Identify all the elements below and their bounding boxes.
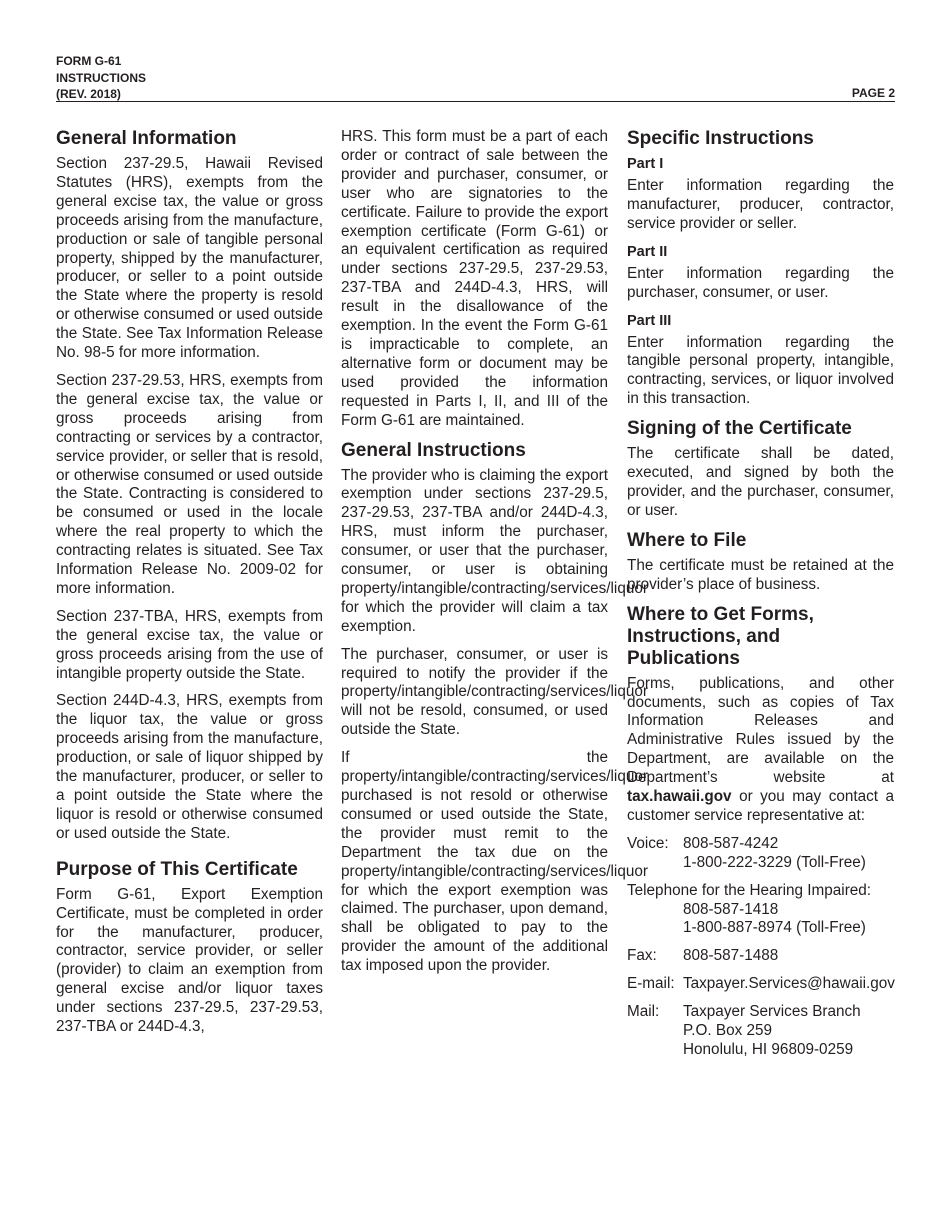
signing-text: The certificate shall be dated, executed, and signed by both the provider, and the purchaser, consumer, or user.	[627, 445, 894, 519]
part-1-heading: Part I	[627, 156, 664, 172]
where-to-get-text-after: or you may contact a customer service representative at:	[627, 788, 895, 824]
part-2-heading: Part II	[627, 243, 668, 260]
contact-hearing-impaired	[627, 882, 894, 939]
form-revision: (REV. 2018)	[56, 87, 121, 101]
part-3-text: Enter information regarding the tangible personal property, intangible, contracting, services, or liquor involved in this transaction.	[627, 333, 894, 408]
purpose-paragraph-continued: HRS. This form must be a part of each order or contract of sale between the provider and purchaser, consumer, or user who are signatories to the certificate. Failure to provide the export exemption certificate (Form G-61) or an equivalent certification as required under sections 237-29.5, 237-29.53, 237-TBA and 244D-4.3, HRS, will result in the disallowance of the exemption. In the event the Form G-61 is impracticable to complete, an alternative form or document may be used provided the information requested in Parts I, II, and III of the Form G-61 are maintained.	[341, 128, 608, 429]
page-number: PAGE 2	[851, 86, 895, 100]
header-divider	[56, 101, 895, 102]
where-to-get-text	[627, 675, 894, 826]
page-header	[56, 53, 895, 103]
part-2-text: Enter information regarding the purchaser, consumer, or user.	[627, 264, 894, 301]
general-instructions-paragraph-3: If the property/intangible/contracting/services/liquor purchased is not resold or otherwise consumed or used outside the State, the provider must remit to the Department the tax due on the property/intangible/contracting/services/liquor for which the export exemption was claimed. The purchaser, upon demand, shall be obligated to pay to the provider the amount of the additional tax imposed upon the provider.	[341, 749, 648, 975]
form-identifier	[56, 53, 895, 103]
general-information-paragraph-4: Section 244D-4.3, HRS, exempts from the liquor tax, the value or gross proceeds arising from the manufacture, production, or sale of liquor shipped by the manufacturer, producer, or seller to a point outside the State where the liquor is resold or otherwise consumed or used outside the State.	[56, 692, 323, 842]
where-to-get-heading	[627, 604, 894, 670]
where-to-get-heading-line-2: Instructions, and Publications	[627, 625, 781, 669]
general-instructions-paragraph-2: The purchaser, consumer, or user is required to notify the provider if the property/intangible/contracting/services/liquor will not be resold, consumed, or used outside the State.	[341, 645, 648, 739]
tty-label: Telephone for the Hearing Impaired:	[627, 881, 872, 899]
part-1-text: Enter information regarding the manufacturer, producer, contractor, service provider or seller.	[627, 177, 894, 232]
voice-label: Voice:	[627, 834, 669, 852]
website-link[interactable]: tax.hawaii.gov	[627, 788, 732, 806]
mail-label: Mail:	[627, 1003, 660, 1021]
where-to-get-text-before: Forms, publications, and other documents, such as copies of Tax Information Releases and Administrative Rules issued by the Department, are available on the Department’s website at	[627, 674, 894, 787]
purpose-heading: Purpose of This Certificate	[56, 858, 298, 880]
voice-number-1: 808-587-4242	[683, 834, 779, 852]
where-to-file-heading: Where to File	[627, 529, 747, 551]
signing-heading: Signing of the Certificate	[627, 418, 852, 440]
general-information-paragraph-1: Section 237-29.5, Hawaii Revised Statutes (HRS), exempts from the general excise tax, the value or gross proceeds arising from the manufacture, production or sale of tangible personal property, shipped by the manufacturer, producer, or seller to a point outside the State where the property is resold or otherwise consumed or used outside the State. See Tax Information Release No. 98-5 for more information.	[56, 155, 323, 362]
general-instructions-heading: General Instructions	[341, 439, 526, 461]
fax-label: Fax:	[627, 947, 657, 965]
specific-instructions-heading: Specific Instructions	[627, 128, 814, 149]
contact-mail	[627, 1003, 894, 1060]
form-type: INSTRUCTIONS	[56, 70, 146, 85]
part-3-heading: Part III	[627, 312, 672, 329]
contact-list	[627, 835, 894, 1060]
purpose-paragraph: Form G-61, Export Exemption Certificate, must be completed in order for the manufacturer, producer, contractor, service provider, or seller (provider) to claim an exemption from general excise and/or liquor taxes under sections 237-29.5, 237-29.53, 237-TBA or 244D-4.3,	[56, 885, 323, 1036]
mail-line-3: Honolulu, HI 96809-0259	[683, 1041, 854, 1058]
where-to-file-text: The certificate must be retained at the provider’s place of business.	[627, 556, 894, 593]
mail-line-2: P.O. Box 259	[683, 1022, 773, 1040]
fax-number: 808-587-1488	[683, 947, 779, 965]
general-instructions-paragraph-1: The provider who is claiming the export exemption under sections 237-29.5, 237-29.53, 237-TBA and/or 244D-4.3, HRS, must inform the purchaser, consumer, or user that the purchaser, consumer, or user is obtaining property/intangible/contracting/services/liquor for which the provider will claim a tax exemption.	[341, 466, 648, 635]
general-information-paragraph-2: Section 237-29.53, HRS, exempts from the general excise tax, the value or gross proceeds arising from contracting or services by a contractor, service provider, or seller that is resold, or otherwise consumed or used outside the State. Contracting is considered to be consumed or used in the locale where the real property to which the contracting relates is situated. See Tax Information Release No. 2009-02 for more information.	[56, 371, 323, 597]
column-3	[627, 128, 894, 1069]
where-to-get-heading-line-1: Where to Get Forms,	[627, 603, 814, 625]
general-information-paragraph-3: Section 237-TBA, HRS, exempts from the general excise tax, the value or gross proceeds arising from the use of intangible property outside the State.	[56, 607, 323, 682]
contact-email	[627, 975, 894, 994]
tty-number-2: 1-800-887-8974 (Toll-Free)	[683, 919, 866, 937]
mail-line-1: Taxpayer Services Branch	[683, 1003, 861, 1021]
general-information-heading: General Information	[56, 128, 237, 149]
tty-number-1: 808-587-1418	[683, 900, 779, 918]
email-label: E-mail:	[627, 975, 675, 993]
voice-number-2: 1-800-222-3229 (Toll-Free)	[683, 853, 866, 871]
contact-voice	[627, 835, 894, 873]
form-number: FORM G-61	[56, 54, 122, 68]
email-address[interactable]: Taxpayer.Services@hawaii.gov	[683, 975, 895, 993]
contact-fax	[627, 947, 894, 966]
column-1	[56, 128, 323, 1046]
